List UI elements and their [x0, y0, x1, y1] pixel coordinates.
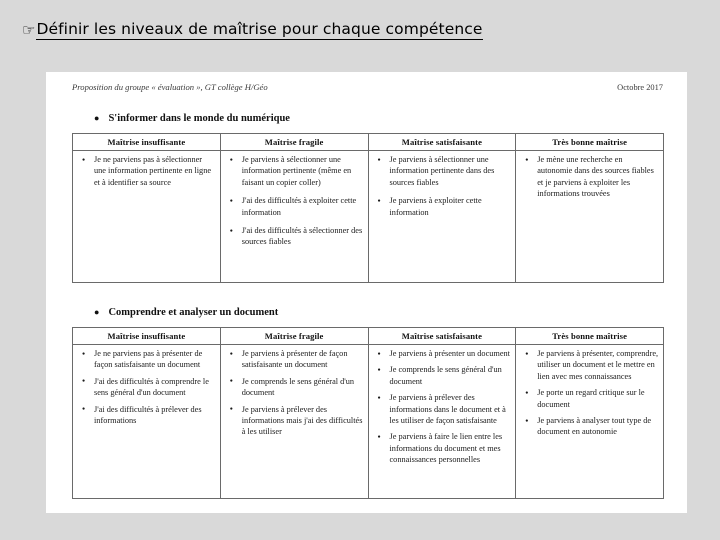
list-item: ● Je parviens à faire le lien entre les informations du document et mes connaissances personnelles	[371, 431, 512, 465]
list-item: ● Je parviens à présenter un document	[371, 348, 512, 359]
criteria-list	[75, 348, 216, 426]
page-title-text: Définir les niveaux de maîtrise pour chaque compétence	[36, 20, 483, 38]
cell-fragile	[220, 151, 368, 283]
column-header-fragile: Maîtrise fragile	[220, 328, 368, 345]
document-page	[46, 72, 687, 513]
cell-insuffisante	[73, 345, 221, 499]
list-item: ● J'ai des difficultés à exploiter cette information	[223, 195, 364, 218]
table-row	[73, 151, 664, 283]
table-row	[73, 345, 664, 499]
running-head-left: Proposition du groupe « évaluation », GT collège H/Géo	[72, 82, 268, 92]
list-item: ● Je parviens à sélectionner une information pertinente dans des sources fiables	[371, 154, 512, 188]
list-item: ● Je mène une recherche en autonomie dans des sources fiables et je parviens à exploiter les informations trouvées	[518, 154, 659, 200]
bullet-icon: ●	[94, 113, 100, 123]
section-heading-document	[94, 307, 665, 318]
list-item: ● Je parviens à prélever des informations dans le document et à les utiliser de façon satisfaisante	[371, 392, 512, 426]
list-item: ● Je comprends le sens général d'un document	[223, 376, 364, 399]
criteria-list	[75, 154, 216, 188]
page-title	[22, 20, 483, 40]
cell-satisfaisante	[368, 345, 516, 499]
column-header-insuffisante: Maîtrise insuffisante	[73, 328, 221, 345]
column-header-insuffisante: Maîtrise insuffisante	[73, 134, 221, 151]
column-header-tres-bonne: Très bonne maîtrise	[516, 134, 664, 151]
document-content	[72, 82, 665, 499]
criteria-list	[371, 348, 512, 466]
cell-insuffisante	[73, 151, 221, 283]
column-header-satisfaisante: Maîtrise satisfaisante	[368, 134, 516, 151]
list-item: ● J'ai des difficultés à sélectionner des sources fiables	[223, 225, 364, 248]
criteria-list	[223, 154, 364, 248]
list-item: ● Je porte un regard critique sur le document	[518, 387, 659, 410]
criteria-list	[371, 154, 512, 218]
competency-table-numerique	[72, 133, 664, 283]
table-header-row	[73, 134, 664, 151]
list-item: ● Je parviens à présenter, comprendre, utiliser un document et le mettre en lien avec mes connaissances	[518, 348, 659, 382]
cell-tres-bonne	[516, 345, 664, 499]
list-item: ● J'ai des difficultés à prélever des informations	[75, 404, 216, 427]
list-item: ● Je parviens à présenter de façon satisfaisante un document	[223, 348, 364, 371]
section-heading-numerique	[94, 113, 665, 124]
column-header-fragile: Maîtrise fragile	[220, 134, 368, 151]
document-running-head	[72, 82, 665, 93]
list-item: ● Je parviens à analyser tout type de document en autonomie	[518, 415, 659, 438]
cell-satisfaisante	[368, 151, 516, 283]
pointing-hand-icon: ☞	[22, 22, 36, 39]
list-item: ● Je parviens à sélectionner une information pertinente (même en faisant un copier coller)	[223, 154, 364, 188]
bullet-icon: ●	[94, 307, 100, 317]
list-item: ● Je ne parviens pas à présenter de façon satisfaisante un document	[75, 348, 216, 371]
table-header-row	[73, 328, 664, 345]
cell-tres-bonne	[516, 151, 664, 283]
section-heading-label: Comprendre et analyser un document	[108, 307, 279, 318]
list-item: ● Je parviens à prélever des informations mais j'ai des difficultés à les utiliser	[223, 404, 364, 438]
list-item: ● J'ai des difficultés à comprendre le sens général d'un document	[75, 376, 216, 399]
criteria-list	[518, 348, 659, 438]
column-header-satisfaisante: Maîtrise satisfaisante	[368, 328, 516, 345]
cell-fragile	[220, 345, 368, 499]
section-heading-label: S'informer dans le monde du numérique	[108, 113, 290, 124]
column-header-tres-bonne: Très bonne maîtrise	[516, 328, 664, 345]
list-item: ● Je parviens à exploiter cette information	[371, 195, 512, 218]
competency-table-document	[72, 327, 664, 499]
criteria-list	[518, 154, 659, 200]
list-item: ● Je ne parviens pas à sélectionner une information pertinente en ligne et à identifier sa source	[75, 154, 216, 188]
list-item: ● Je comprends le sens général d'un document	[371, 364, 512, 387]
running-head-date: Octobre 2017	[617, 83, 663, 92]
criteria-list	[223, 348, 364, 438]
